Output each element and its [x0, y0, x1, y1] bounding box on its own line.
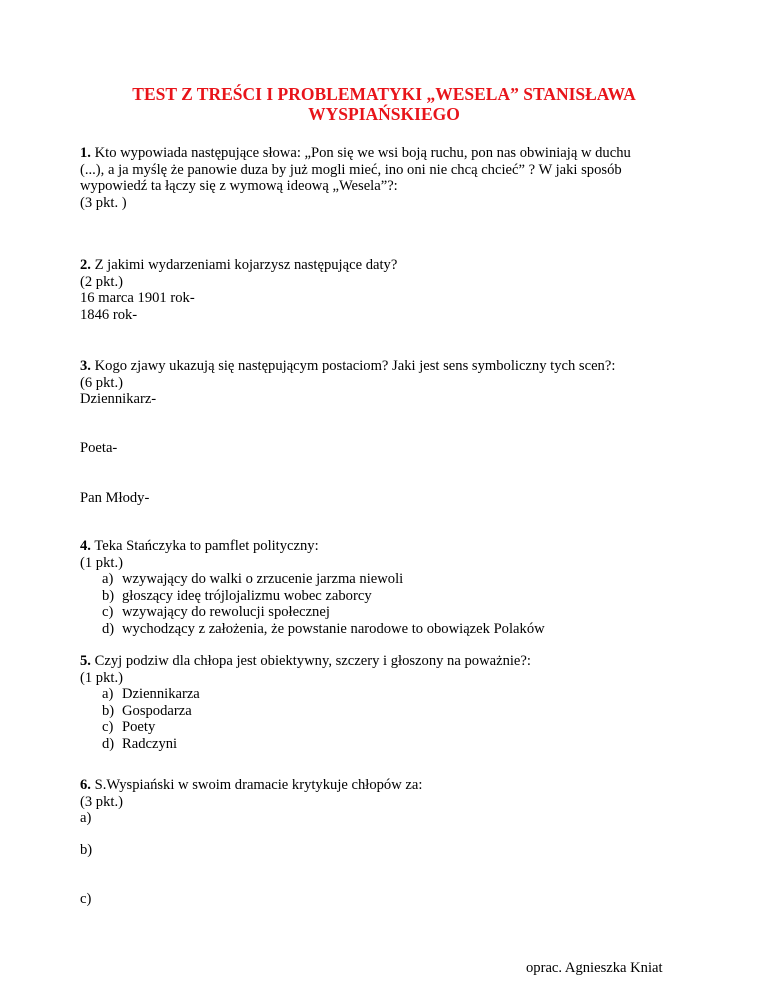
test-title [80, 84, 688, 124]
question-1-number: 1. [80, 145, 91, 161]
question-2-points: (2 pkt.) [80, 273, 123, 290]
question-4 [80, 538, 700, 637]
question-4-option-b [80, 588, 700, 605]
question-5-text: Czyj podziw dla chłopa jest obiektywny, szczery i głoszony na poważnie?: [90, 653, 531, 669]
option-letter: a) [102, 571, 114, 587]
option-letter: c) [102, 719, 114, 735]
question-5-option-d [80, 736, 700, 753]
question-2 [80, 257, 700, 323]
option-text: wychodzący z założenia, że powstanie narodowe to obowiązek Polaków [122, 620, 545, 637]
question-4-number: 4. [80, 538, 91, 554]
question-1 [80, 145, 700, 211]
question-3-number: 3. [80, 358, 91, 374]
question-1-points: (3 pkt. ) [80, 194, 127, 211]
question-6-text-line-1 [80, 777, 700, 794]
question-4-option-d [80, 621, 700, 638]
character-item-poeta-wrap [80, 440, 700, 457]
answer-item-a: a) [80, 810, 92, 826]
question-3 [80, 358, 700, 408]
answer-item-c-wrap [80, 891, 700, 908]
option-text: Radczyni [122, 735, 178, 752]
question-5-text-line-1 [80, 653, 700, 670]
question-5-option-b [80, 703, 700, 720]
title-line-1: TEST Z TREŚCI I PROBLEMATYKI „WESELA” STANISŁAWA [132, 84, 636, 104]
option-letter: b) [102, 702, 115, 719]
question-1-text-line-3: wypowiedź ta łączy się z wymową ideową „Wesela”?: [80, 178, 398, 194]
question-4-text: Teka Stańczyka to pamflet polityczny: [90, 538, 319, 554]
question-1-text-line-2: (...), a ja myślę że panowie duza by już mogli mieć, ino oni nie chcą chcieć” ? W jaki sposób [80, 161, 622, 178]
character-item-pan-mlody-wrap [80, 490, 700, 507]
question-4-option-a [80, 571, 700, 588]
question-4-points: (1 pkt.) [80, 554, 123, 571]
title-line-2: WYSPIAŃSKIEGO [308, 104, 460, 124]
option-text: Dziennikarza [122, 686, 200, 702]
question-6 [80, 777, 700, 827]
option-text: głoszący ideę trójlojalizmu wobec zaborcy [122, 587, 372, 604]
question-4-option-c [80, 604, 700, 621]
option-text: wzywający do rewolucji społecznej [122, 604, 330, 620]
character-item-poeta: Poeta- [80, 440, 118, 456]
option-letter: c) [102, 604, 114, 620]
question-3-text-line-1 [80, 358, 700, 375]
option-text: Gospodarza [122, 702, 192, 719]
question-5-points: (1 pkt.) [80, 669, 123, 686]
question-3-text: Kogo zjawy ukazują się następującym postaciom? Jaki jest sens symboliczny tych scen?: [90, 358, 616, 374]
date-item-1901: 16 marca 1901 rok- [80, 290, 195, 306]
date-item-1846: 1846 rok- [80, 306, 138, 323]
question-6-text: S.Wyspiański w swoim dramacie krytykuje chłopów za: [90, 777, 423, 793]
option-letter: b) [102, 587, 115, 604]
question-5 [80, 653, 700, 752]
question-1-text: Kto wypowiada następujące słowa: „Pon się we wsi boją ruchu, pon nas obwiniają w duchu [90, 145, 631, 161]
question-2-text: Z jakimi wydarzeniami kojarzysz następujące daty? [90, 257, 398, 273]
answer-item-c: c) [80, 891, 92, 907]
option-letter: d) [102, 620, 115, 637]
question-2-text-line-1 [80, 257, 700, 274]
option-letter: a) [102, 686, 114, 702]
answer-item-b: b) [80, 842, 93, 858]
question-5-option-c [80, 719, 700, 736]
character-item-pan-mlody: Pan Młody- [80, 490, 150, 506]
option-letter: d) [102, 735, 115, 752]
option-text: Poety [122, 719, 156, 735]
question-6-points: (3 pkt.) [80, 793, 123, 810]
option-text: wzywający do walki o zrzucenie jarzma niewoli [122, 571, 404, 587]
question-6-number: 6. [80, 777, 91, 793]
question-1-text-line-1 [80, 145, 700, 162]
question-3-points: (6 pkt.) [80, 374, 123, 391]
question-5-option-a [80, 686, 700, 703]
question-5-number: 5. [80, 653, 91, 669]
question-4-text-line-1 [80, 538, 700, 555]
author-credit: oprac. Agnieszka Kniat [526, 960, 663, 976]
answer-item-b-wrap [80, 842, 700, 859]
character-item-dziennikarz: Dziennikarz- [80, 391, 157, 407]
question-2-number: 2. [80, 257, 91, 273]
